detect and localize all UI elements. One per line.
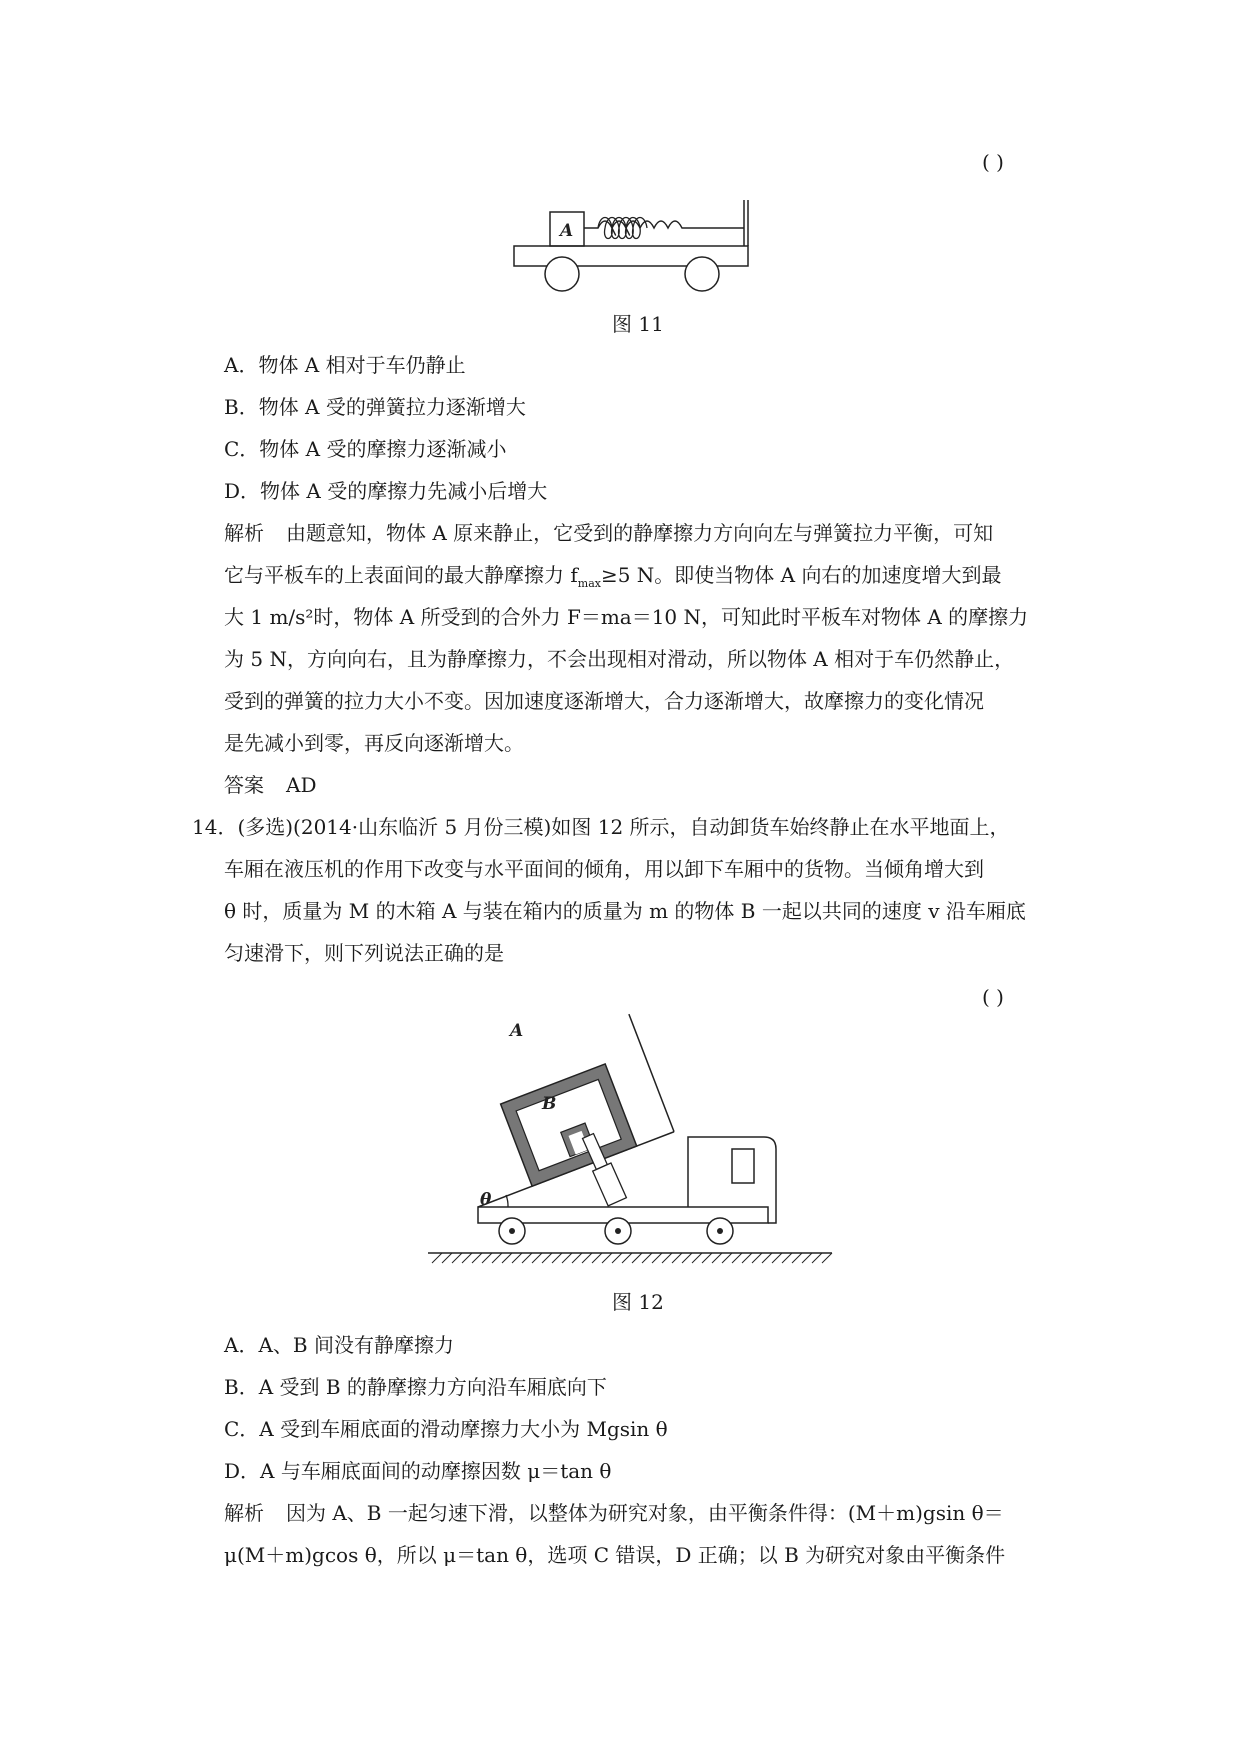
q14-option-b: B．A 受到 B 的静摩擦力方向沿车厢底向下 [224, 1375, 607, 1399]
analysis-label: 解析 [224, 1501, 264, 1525]
q14-stem-line-1: 14．(多选)(2014·山东临沂 5 月份三模)如图 12 所示，自动卸货车始终静止在水平地面上， [192, 815, 1010, 839]
fig12-label-a: A [510, 1021, 524, 1041]
q13-analysis-line-4: 为 5 N，方向向右，且为静摩擦力，不会出现相对滑动，所以物体 A 相对于车仍然静止， [224, 647, 1015, 671]
q14-stem-line-2: 车厢在液压机的作用下改变与水平面间的倾角，用以卸下车厢中的货物。当倾角增大到 [224, 857, 984, 881]
q13-analysis-line-2: 它与平板车的上表面间的最大静摩擦力 $f_{max}\ge 5$ N。即使当物体 A 向右的加速度增大到最 [224, 563, 1002, 590]
answer-value: AD [286, 773, 317, 797]
fig12-label-theta: θ [480, 1190, 492, 1210]
fmax-subscript: max [577, 577, 601, 590]
fig11-label-a: A [560, 221, 574, 241]
figure-12-caption: 图 12 [612, 1290, 664, 1314]
q14-analysis-line-1: 解析 因为 A、B 一起匀速下滑，以整体为研究对象，由平衡条件得：(M＋m)gsin θ＝ [224, 1501, 1004, 1525]
q14-stem-line-3: θ 时，质量为 M 的木箱 A 与装在箱内的质量为 m 的物体 B 一起以共同的速度 v 沿车厢底 [224, 899, 1026, 923]
q14-option-d: D．A 与车厢底面间的动摩擦因数 μ＝tan θ [224, 1459, 612, 1483]
q13-analysis-line-1: 解析 由题意知，物体 A 原来静止，它受到的静摩擦力方向向左与弹簧拉力平衡，可知 [224, 521, 994, 545]
figure-11-cart-spring [510, 196, 770, 296]
answer-bracket-13: ( ) [982, 150, 1004, 174]
answer-label: 答案 [224, 773, 264, 797]
q13-answer [224, 773, 316, 797]
figure-12-dump-truck [420, 1021, 840, 1275]
q13-analysis-line-6: 是先减小到零，再反向逐渐增大。 [224, 731, 524, 755]
question-number: 14． [192, 815, 238, 839]
analysis-label: 解析 [224, 521, 264, 545]
answer-bracket-14: ( ) [982, 985, 1004, 1009]
q14-option-c: C．A 受到车厢底面的滑动摩擦力大小为 Mgsin θ [224, 1417, 668, 1441]
q13-option-b: B．物体 A 受的弹簧拉力逐渐增大 [224, 395, 526, 419]
q13-option-d: D．物体 A 受的摩擦力先减小后增大 [224, 479, 548, 503]
q14-stem-line-4: 匀速滑下，则下列说法正确的是 [224, 941, 504, 965]
q13-analysis-line-5: 受到的弹簧的拉力大小不变。因加速度逐渐增大，合力逐渐增大，故摩擦力的变化情况 [224, 689, 984, 713]
q14-option-a: A．A、B 间没有静摩擦力 [224, 1333, 454, 1357]
fig12-label-b: B [542, 1094, 557, 1114]
q14-analysis-line-2: μ(M＋m)gcos θ，所以 μ＝tan θ，选项 C 错误，D 正确；以 B 为研究对象由平衡条件 [224, 1543, 1006, 1567]
q13-option-a: A．物体 A 相对于车仍静止 [224, 353, 466, 377]
q13-analysis-line-3: 大 1 m/s²时，物体 A 所受到的合外力 F＝ma＝10 N，可知此时平板车对物体 A 的摩擦力 [224, 605, 1029, 629]
q13-option-c: C．物体 A 受的摩擦力逐渐减小 [224, 437, 507, 461]
figure-11-caption: 图 11 [612, 312, 664, 336]
